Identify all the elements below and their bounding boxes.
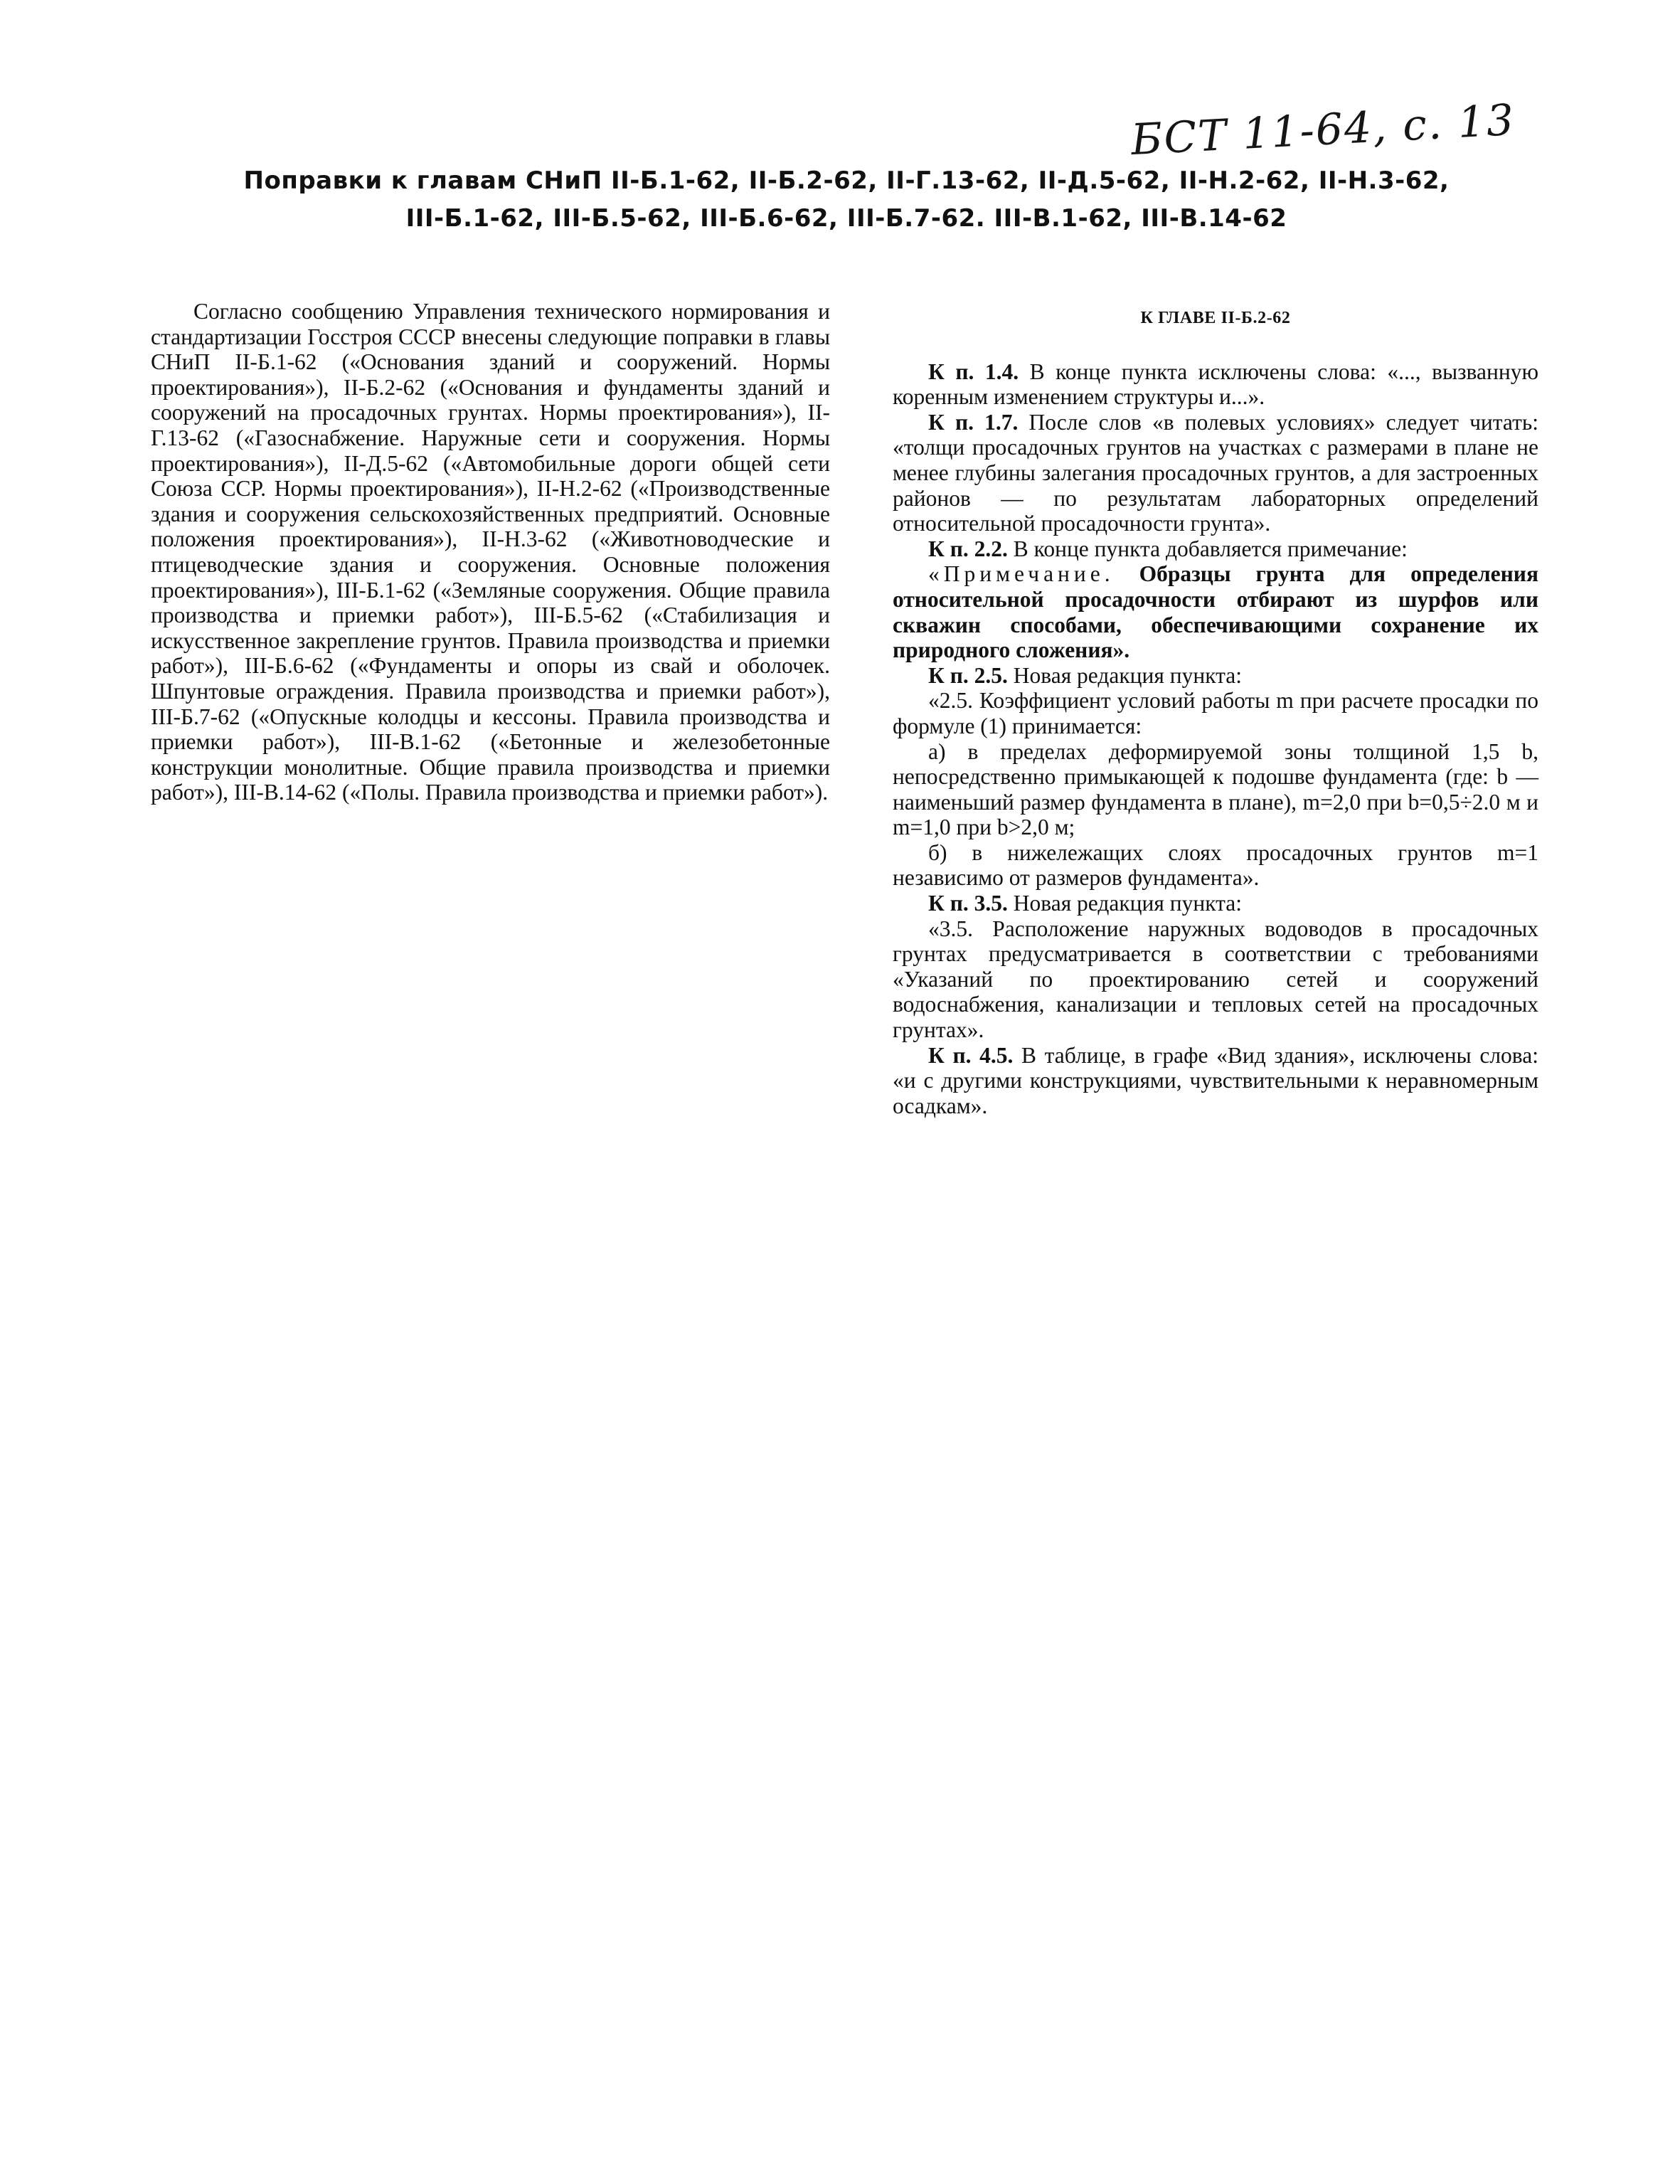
- amendment-text: Новая редакция пункта:: [1007, 891, 1242, 916]
- amendment-ref: К п. 2.5.: [928, 662, 1008, 688]
- amendment-2-5-item-b: б) в нижележащих слоях просадочных грунтов m=1 независимо от размеров фундамента».: [893, 839, 1538, 891]
- section-heading: К ГЛАВЕ II-Б.2-62: [1140, 309, 1291, 327]
- amendment-text: В конце пункта добавляется примечание:: [1007, 536, 1408, 561]
- amendment-text: Новая редакция пункта:: [1007, 662, 1242, 688]
- amendment-2-5-item-a: а) в пределах деформируемой зоны толщиной 1,5 b, непосредственно примыкающей к подошве фундамента (где: b — наименьший размер фундамента в плане), m=2,0 при b=0,5÷2.0 м и m=1,0 при b>2,0 м;: [893, 738, 1538, 840]
- amendment-3-5: [893, 891, 1538, 916]
- document-title: [213, 162, 1479, 238]
- amendment-3-5-quote: «3.5. Расположение наружных водоводов в просадочных грунтах предусматривается в соответствии с требованиями «Указаний по проектированию сетей и сооружений водоснабжения, канализации и тепловых сетей на просадочных грунтах».: [893, 916, 1538, 1043]
- amendment-2-5: [893, 663, 1538, 689]
- amendment-4-5: [893, 1043, 1538, 1119]
- note-paragraph: [893, 561, 1538, 662]
- amendment-2-2: [893, 536, 1538, 562]
- amendment-1-7: [893, 410, 1538, 536]
- handwritten-reference: БСТ 11-64, с. 13: [1129, 95, 1516, 166]
- amendment-ref: К п. 3.5.: [928, 891, 1008, 916]
- intro-paragraph: Согласно сообщению Управления технического нормирования и стандартизации Госстроя СССР внесены следующие поправки в главы СНиП II-Б.1-62 («Основания зданий и сооружений. Нормы проектирования»), II-Б.2-62 («Основания и фундаменты зданий и сооружений на просадочных грунтах. Нормы проектирования»), II-Г.13-62 («Газоснабжение. Наружные сети и сооружения. Нормы проектирования»), II-Д.5-62 («Автомобильные дороги общей сети Союза ССР. Нормы проектирования»), II-Н.2-62 («Производственные здания и сооружения сельскохозяйственных предприятий. Основные положения проектирования»), II-Н.3-62 («Животноводческие и птицеводческие здания и сооружения. Основные положения проектирования»), III-Б.1-62 («Земляные сооружения. Общие правила производства и приемки работ»), III-Б.5-62 («Стабилизация и искусственное закрепление грунтов. Правила производства и приемки работ»), III-Б.6-62 («Фундаменты и опоры из свай и оболочек. Шпунтовые ограждения. Правила производства и приемки работ»), III-Б.7-62 («Опускные колодцы и кессоны. Правила производства и приемки работ»), III-В.1-62 («Бетонные и железобетонные конструкции монолитные. Общие правила производства и приемки работ»), III-В.14-62 («Полы. Правила производства и приемки работ»).: [151, 299, 830, 805]
- amendment-2-5-quote: «2.5. Коэффициент условий работы m при расчете просадки по формуле (1) принимается:: [893, 688, 1538, 738]
- title-line-2: III-Б.1-62, III-Б.5-62, III-Б.6-62, III-Б.7-62. III-В.1-62, III-В.14-62: [405, 204, 1287, 233]
- amendment-text: В конце пункта исключены слова: «..., вызванную коренным изменением структуры и...».: [893, 359, 1538, 410]
- title-line-1: Поправки к главам СНиП II-Б.1-62, II-Б.2-62, II-Г.13-62, II-Д.5-62, II-Н.2-62, II-Н.3-62,: [243, 166, 1450, 195]
- amendment-text: В таблице, в графе «Вид здания», исключены слова: «и с другими конструкциями, чувствительными к неравномерным осадкам».: [893, 1042, 1538, 1118]
- amendment-text: После слов «в полевых условиях» следует читать: «толщи просадочных грунтов на участках с размерами в плане не менее глубины залегания просадочных грунтов, а для застроенных районов — по результатам лабораторных определений относительной просадочности грунта».: [893, 409, 1538, 536]
- amendment-ref: К п. 1.7.: [928, 409, 1019, 435]
- amendment-1-4: [893, 359, 1538, 410]
- left-column: [151, 299, 830, 805]
- note-lead: «Примечание.: [928, 561, 1115, 587]
- note-body: Образцы грунта для определения относительной просадочности отбирают из шурфов или скважин способами, обеспечивающими сохранение их природного сложения».: [893, 561, 1538, 663]
- right-column: [893, 299, 1538, 1118]
- amendment-ref: К п. 1.4.: [928, 359, 1019, 384]
- amendment-ref: К п. 4.5.: [928, 1042, 1014, 1068]
- amendment-ref: К п. 2.2.: [928, 536, 1008, 561]
